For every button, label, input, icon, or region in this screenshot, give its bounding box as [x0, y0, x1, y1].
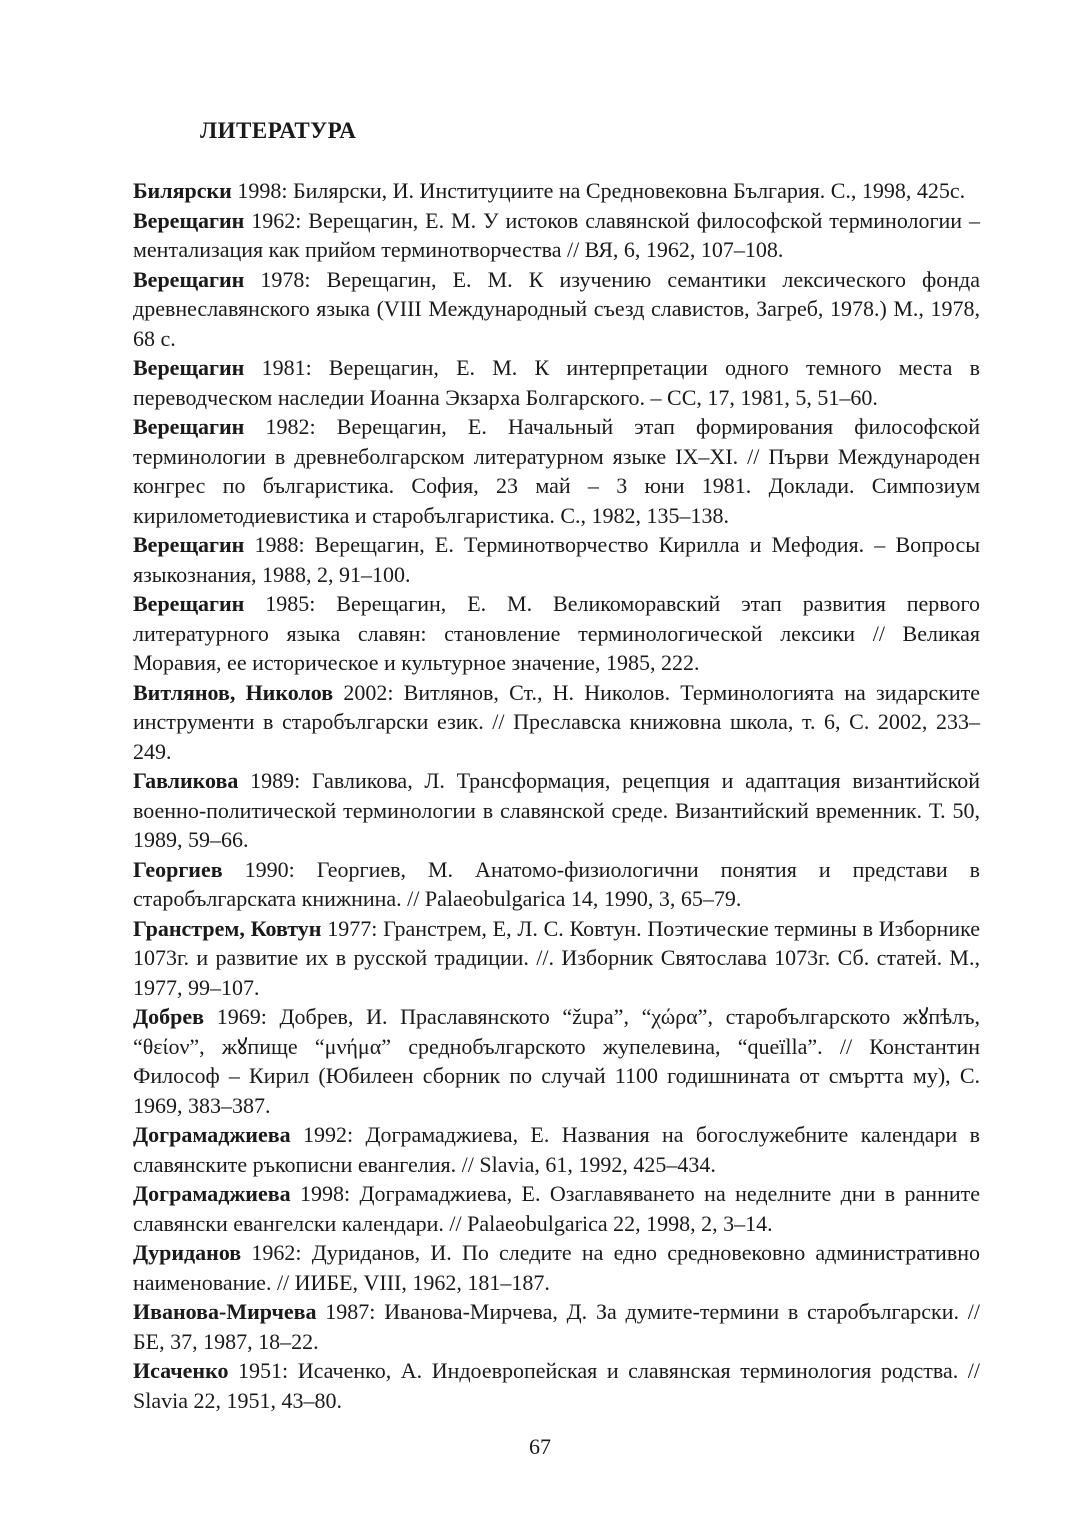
reference-author: Верещагин — [133, 207, 245, 233]
page-number: 67 — [529, 1434, 551, 1459]
reference-entry — [133, 530, 980, 589]
reference-text: 1981: Верещагин, Е. М. К интерпретации одного темного места в переводческом наследии Иоанна Экзарха Болгарского. – СС, 17, 1981, 5, 51–60. — [133, 355, 980, 410]
reference-entry — [133, 678, 980, 767]
reference-author: Георгиев — [133, 856, 223, 882]
reference-author: Верещагин — [133, 266, 245, 292]
reference-text: 1998: Билярски, И. Институциите на Средновековна България. С., 1998, 425с. — [231, 178, 966, 203]
reference-entry — [133, 1297, 980, 1356]
reference-text: 1989: Гавликова, Л. Трансформация, рецепция и адаптация византийской военно-политической терминологии в славянской среде. Византийский временник. Т. 50, 1989, 59–66. — [133, 768, 980, 852]
reference-entry — [133, 1120, 980, 1179]
reference-entry — [133, 176, 980, 206]
reference-entry — [133, 1179, 980, 1238]
reference-entry — [133, 353, 980, 412]
reference-entry — [133, 914, 980, 1003]
section-heading: ЛИТЕРАТУРА — [200, 118, 357, 143]
reference-entry — [133, 1356, 980, 1415]
reference-text: 1962: Верещагин, Е. М. У истоков славянской философской терминологии – ментализация как прийом терминотворчества // ВЯ, 6, 1962, 107–108. — [133, 207, 980, 262]
reference-entry — [133, 206, 980, 265]
reference-author: Верещагин — [133, 414, 245, 439]
reference-text: 1987: Иванова-Мирчева, Д. За думите-термини в старобългарски. // БЕ, 37, 1987, 18–22. — [133, 1299, 980, 1354]
reference-text: 1985: Верещагин, Е. М. Великоморавский этап развития первого литературного языка славян: становление терминологической лексики // Великая Моравия, ее историческое и культурное значение, 1985, 222. — [133, 591, 980, 675]
reference-text: 1988: Верещагин, Е. Терминотворчество Кирилла и Мефодия. – Вопросы языкознания, 1988, 2, 91–100. — [133, 532, 980, 587]
reference-text: 1978: Верещагин, Е. М. К изучению семантики лексического фонда древнеславянского языка (VIII Международный съезд славистов, Загреб, 1978.) М., 1978, 68 с. — [133, 266, 980, 351]
reference-text: 1977: Гранстрем, Е, Л. С. Ковтун. Поэтические термины в Изборнике 1073г. и развитие их в русской традиции. //. Изборник Святослава 1073г. Сб. статей. М., 1977, 99–107. — [133, 915, 980, 1000]
reference-author: Витлянов, Николов — [133, 679, 334, 705]
reference-entry — [133, 1238, 980, 1297]
reference-author: Гранстрем, Ковтун — [133, 915, 322, 941]
reference-author: Верещагин — [133, 355, 245, 380]
reference-text: 2002: Витлянов, Ст., Н. Николов. Терминологията на зидарските инструменти в старобългарски език. // Преславска книжовна школа, т. 6, С. 2002, 233–249. — [133, 679, 980, 764]
reference-author: Добрев — [133, 1004, 205, 1029]
reference-entry — [133, 1002, 980, 1120]
reference-author: Дограмаджиева — [133, 1181, 291, 1206]
reference-entry — [133, 265, 980, 354]
reference-text: 1951: Исаченко, А. Индоевропейская и славянская терминология родства. // Slavia 22, 1951, 43–80. — [133, 1358, 980, 1413]
reference-author: Дограмаджиева — [133, 1122, 291, 1147]
reference-entry — [133, 855, 980, 914]
reference-author: Иванова-Мирчева — [133, 1299, 317, 1324]
reference-text: 1992: Дограмаджиева, Е. Названия на богослужебните календари в славянските ръкописни евангелия. // Slavia, 61, 1992, 425–434. — [133, 1122, 980, 1177]
reference-text: 1998: Дограмаджиева, Е. Озаглавяването на неделните дни в ранните славянски евангелски календари. // Palaeobulgarica 22, 1998, 2, 3–14. — [133, 1181, 980, 1236]
reference-author: Билярски — [133, 178, 232, 203]
reference-author: Гавликова — [133, 768, 239, 793]
reference-text: 1982: Верещагин, Е. Начальный этап формирования философской терминологии в древнеболгарском литературном языке IX–XI. // Първи Международен конгрес по българистика. София, 23 май – 3 юни 1981. Доклади. Симпозиум кирилометодиевистика и старобългаристика. С., 1982, 135–138. — [133, 414, 980, 528]
reference-entry — [133, 412, 980, 530]
reference-author: Верещагин — [133, 532, 245, 557]
reference-entry — [133, 766, 980, 855]
reference-text: 1969: Добрев, И. Праславянското “župa”, “χώρα”, старобългарското жꙋпѣлъ, “θείον”, жꙋпище “μνήμα” среднобългарското жупелевина, “queïlla”. // Константин Философ – Кирил (Юбилеен сборник по случай 1100 годишнината от смъртта му), С. 1969, 383–387. — [133, 1004, 980, 1118]
reference-text: 1962: Дуриданов, И. По следите на едно средновековно административно наименование. // ИИБЕ, VIII, 1962, 181–187. — [133, 1240, 980, 1295]
reference-list — [133, 176, 980, 1415]
reference-entry — [133, 589, 980, 678]
reference-text: 1990: Георгиев, М. Анатомо-физиологични понятия и представи в старобългарската книжнина. // Palaeobulgarica 14, 1990, 3, 65–79. — [133, 856, 980, 911]
reference-author: Дуриданов — [133, 1240, 242, 1265]
reference-author: Исаченко — [133, 1358, 229, 1383]
reference-author: Верещагин — [133, 591, 245, 616]
